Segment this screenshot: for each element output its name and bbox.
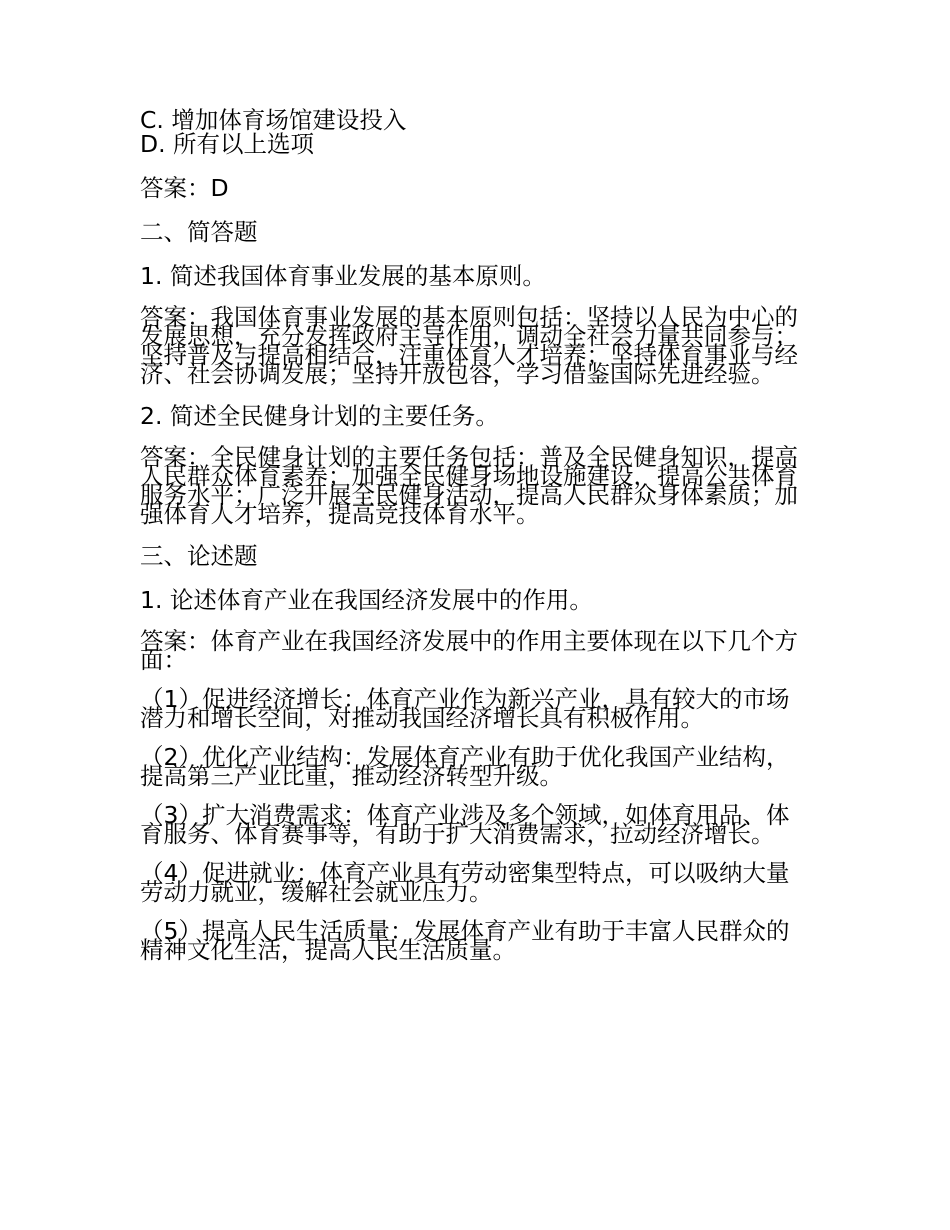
answer-point-5: （5）提高人民生活质量：发展体育产业有助于丰富人民群众的精神文化生活，提高人民生活质量。 [140,917,790,964]
answer-3-1-intro: 答案：体育产业在我国经济发展中的作用主要体现在以下几个方面： [140,627,798,674]
answer-2-2: 答案：全民健身计划的主要任务包括：普及全民健身知识，提高人民群众体育素养；加强全民健身场地设施建设，提高公共体育服务水平；广泛开展全民健身活动，提高人民群众身体素质；加强体育人才培养，提高竞技体育水平。 [140,443,798,528]
mc-answer: 答案：D [140,174,229,202]
section-title-essay: 三、论述题 [140,542,258,570]
answer-2-1: 答案：我国体育事业发展的基本原则包括：坚持以人民为中心的发展思想，充分发挥政府主导作用，调动全社会力量共同参与；坚持普及与提高相结合，注重体育人才培养；坚持体育事业与经济、社会协调发展；坚持开放包容，学习借鉴国际先进经验。 [140,303,798,388]
document-page [140,106,812,964]
question-2-2: 2. 简述全民健身计划的主要任务。 [140,402,499,430]
question-2-1: 1. 简述我国体育事业发展的基本原则。 [140,262,546,290]
section-title-short-answer: 二、简答题 [140,218,258,246]
answer-point-1: （1）促进经济增长：体育产业作为新兴产业，具有较大的市场潜力和增长空间，对推动我国经济增长具有积极作用。 [140,685,790,732]
answer-point-2: （2）优化产业结构：发展体育产业有助于优化我国产业结构，提高第三产业比重，推动经济转型升级。 [140,743,790,790]
option-d: D. 所有以上选项 [140,130,315,158]
answer-point-4: （4）促进就业：体育产业具有劳动密集型特点，可以吸纳大量劳动力就业，缓解社会就业压力。 [140,859,790,906]
question-3-1: 1. 论述体育产业在我国经济发展中的作用。 [140,586,593,614]
answer-point-3: （3）扩大消费需求：体育产业涉及多个领域，如体育用品、体育服务、体育赛事等，有助于扩大消费需求，拉动经济增长。 [140,801,790,848]
option-c: C. 增加体育场馆建设投入 [140,106,407,134]
